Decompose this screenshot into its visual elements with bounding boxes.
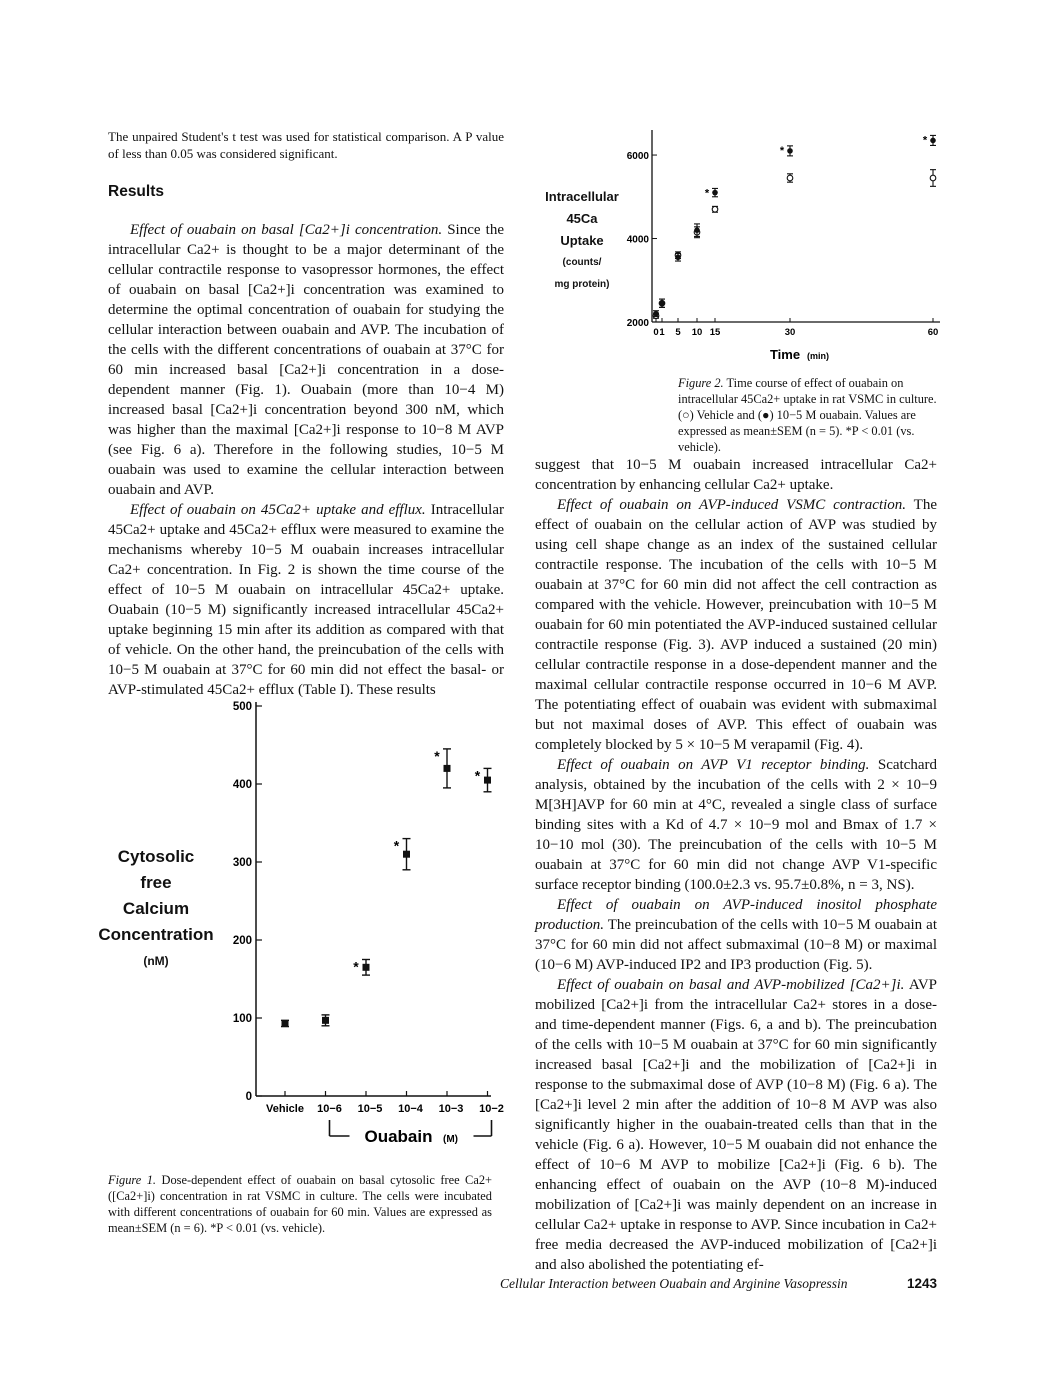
x-tick-label: 5 (675, 327, 681, 338)
figure2-chart (600, 120, 950, 370)
ouabain-point (653, 311, 659, 317)
results-paragraph-4: Effect of ouabain on AVP-induced VSMC contraction. The effect of ouabain on the cellular action of AVP was studied by using cell shape change as an index of the sustained cellular contractile response. The incubation of the cells with 10−5 M ouabain at 37°C for 60 min did not affect the cell contraction as compared with the vehicle. However, preincubation with 10−5 M ouabain for 60 min potentiated the AVP-induced sustained cellular contractile response (Fig. 3). AVP induced a sustained (20 min) cellular contractile response in a dose-dependent manner and the maximal cellular contractile response occurred in 10−6 M AVP. The potentiating effect of ouabain was evident with submaximal but not maximal doses of AVP. This effect of ouabain was completely blocked by 5 × 10−5 M verapamil (Fig. 4). (535, 497, 937, 753)
x-tick-label: 10−2 (479, 1103, 504, 1115)
significance-marker: * (393, 837, 400, 854)
x-tick-label: 10−5 (357, 1103, 383, 1115)
x-axis-title: Time (769, 347, 801, 362)
vehicle-point (712, 207, 718, 213)
results-paragraph-3: suggest that 10−5 M ouabain increased intracellular Ca2+ concentration by enhancing cellular Ca2+ uptake. (535, 457, 937, 493)
x-tick-label: 60 (927, 327, 939, 338)
x-tick-label: 1 (659, 327, 665, 338)
running-title: Cellular Interaction between Ouabain and Arginine Vasopressin (500, 1276, 848, 1291)
figure1-ylabel: Cytosolic free Calcium Concentration (nM) (98, 847, 214, 968)
y-tick-label: 300 (232, 857, 252, 869)
ouabain-point (675, 255, 681, 261)
data-point (484, 777, 491, 784)
y-tick-label: 400 (232, 779, 252, 791)
significance-marker: * (704, 187, 710, 200)
y-tick-label: 4000 (626, 234, 649, 246)
x-tick-label: 10−3 (438, 1103, 464, 1115)
ouabain-point (659, 300, 665, 306)
ouabain-point (712, 190, 718, 196)
figure1-chart (96, 694, 506, 1146)
x-tick-label: 10−6 (317, 1103, 342, 1115)
figure2-caption: Figure 2. Time course of effect of ouabain on intracellular 45Ca2+ uptake in rat VSMC in culture. (○) Vehicle and (●) 10−5 M ouabain. Values are expressed as mean±SEM (n = 5). *P < 0.01 (vs. vehicle). (678, 376, 937, 454)
significance-marker: * (922, 134, 928, 147)
results-paragraph-7: Effect of ouabain on basal and AVP-mobilized [Ca2+]i. AVP mobilized [Ca2+]i from the intracellular Ca2+ stores in a dose- and time-dependent manner (Figs. 6, a and b). The preincubation of the cells with 10−5 M ouabain at 37°C for 60 min significantly increased basal [Ca2+]i and the mobilization of [Ca2+]i in response to the submaximal dose of AVP (10−8 M) (Fig. 6 a). The [Ca2+]i level 2 min after the addition of 10−8 M AVP was also significantly higher in the ouabain-treated cells than that in the vehicle (Fig. 6 a). However, 10−5 M ouabain did not enhance the effect of 10−6 M AVP to mobilize [Ca2+]i (Fig. 6 b). The enhancing effect of ouabain on the AVP (10−8 M)-induced mobilization of [Ca2+]i was mainly dependent on an increase in cellular Ca2+ uptake in response to AVP. Since incubation in Ca2+ free media decreased the AVP-induced mobilization of [Ca2+]i and also abolished the potentiating ef- (535, 977, 937, 1273)
significance-marker: * (434, 747, 440, 764)
y-tick-label: 100 (232, 1013, 252, 1025)
y-tick-label: 500 (232, 701, 252, 713)
x-tick-label: 10−4 (398, 1103, 423, 1115)
results-paragraph-6: Effect of ouabain on AVP-induced inositol phosphate production. The preincubation of the cells with 10−5 M ouabain at 37°C for 60 min did not affect submaximal (10−8 M) or maximal (10−6 M) AVP-induced IP2 and IP3 production (Fig. 5). (535, 897, 937, 973)
significance-marker: * (353, 958, 359, 975)
vehicle-point (930, 175, 936, 181)
y-tick-label: 200 (232, 935, 252, 947)
right-column-text (535, 455, 937, 1275)
methods-tail: The unpaired Student's t test was used for statistical comparison. A P value of less than 0.05 was considered significant. (108, 129, 504, 161)
results-heading: Results (108, 183, 164, 200)
y-tick-label: 0 (245, 1091, 252, 1103)
x-tick-label: 15 (709, 327, 721, 338)
data-point (363, 964, 370, 971)
x-tick-label: 10 (691, 327, 703, 338)
y-tick-label: 6000 (626, 151, 649, 163)
figure2-ylabel: Intracellular 45Ca Uptake (counts/ mg protein) (545, 189, 619, 290)
page-footer (500, 1276, 937, 1292)
y-tick-label: 2000 (626, 318, 649, 329)
x-tick-label: Vehicle (266, 1103, 304, 1115)
ouabain-unit: (M) (443, 1134, 458, 1145)
data-point (444, 765, 451, 772)
x-axis-unit: (min) (807, 351, 829, 361)
page-number: 1243 (906, 1276, 937, 1291)
ouabain-point (694, 227, 700, 233)
figure1-caption: Figure 1. Dose-dependent effect of ouabain on basal cytosolic free Ca2+ ([Ca2+]i) concentration in rat VSMC in culture. The cells were incubated with different concentrations of ouabain for 60 min. Values are expressed as mean±SEM (n = 6). *P < 0.01 (vs. vehicle). (108, 1173, 492, 1235)
results-paragraph-1: Effect of ouabain on basal [Ca2+]i concentration. Since the intracellular Ca2+ is thought to be a major determinant of the cellular contractile response to vasopressor hormones, the effect of ouabain on basal [Ca2+]i concentration was examined to determine the optimal concentration of ouabain for studying the cellular interaction between ouabain and AVP. The incubation of the cells with the different concentrations of ouabain at 37°C for 60 min increased basal [Ca2+]i concentration in a dose-dependent manner (Fig. 1). Ouabain (more than 10−4 M) increased basal [Ca2+]i concentration beyond 300 nM, which was higher than the maximal [Ca2+]i response to 10−8 M AVP (see Fig. 6 a). Therefore in the following studies, 10−5 M ouabain was used to examine the cellular interaction between ouabain and AVP. (108, 222, 504, 498)
results-section (108, 182, 504, 700)
x-tick-label: 30 (784, 327, 796, 338)
ouabain-point (787, 148, 793, 154)
ouabain-label: Ouabain (364, 1127, 433, 1146)
ouabain-point (930, 138, 936, 144)
results-paragraph-5: Effect of ouabain on AVP V1 receptor binding. Scatchard analysis, obtained by the incubation of the cells with 2 × 10−9 M[3H]AVP for 60 min at 4°C, revealed a single class of surface binding sites with a Kd of 4.7 × 10−9 mol and Bmax of 1.7 × 10−10 mol (30). The preincubation of the cells with 10−5 M ouabain at 37°C for 60 min did not change AVP V1-specific surface receptor binding (100.0±2.3 vs. 95.7±0.8%, n = 3, NS). (535, 757, 937, 893)
significance-marker: * (474, 767, 481, 784)
data-point (403, 851, 410, 858)
data-point (322, 1017, 329, 1024)
x-tick-label: 0 (653, 327, 659, 338)
results-paragraph-2: Effect of ouabain on 45Ca2+ uptake and efflux. Intracellular 45Ca2+ uptake and 45Ca2+ efflux were measured to examine the mechanisms whereby 10−5 M ouabain increases intracellular Ca2+ concentration. In Fig. 2 is shown the time course of the effect of 10−5 M ouabain on intracellular 45Ca2+ uptake. Ouabain (10−5 M) significantly increased intracellular 45Ca2+ uptake beginning 15 min after its addition as compared with that of vehicle. On the other hand, the preincubation of the cells with 10−5 M ouabain at 37°C for 60 min did not effect the basal- or AVP-stimulated 45Ca2+ efflux (Table I). These results (108, 502, 504, 698)
significance-marker: * (779, 144, 785, 157)
data-point (282, 1020, 289, 1027)
vehicle-point (787, 175, 793, 181)
